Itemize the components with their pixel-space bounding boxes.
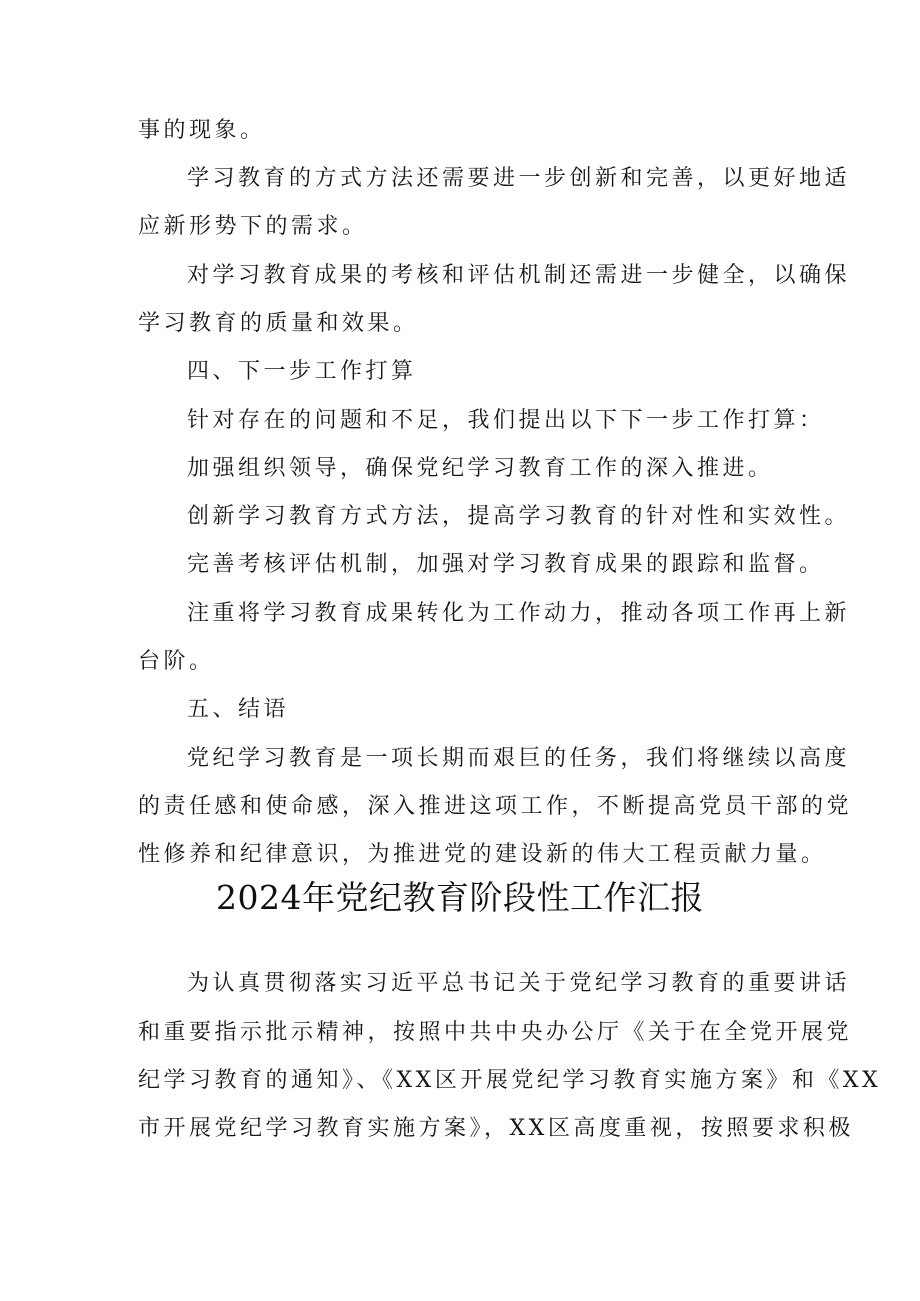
text-line: 事的现象。 (138, 118, 266, 143)
text-line: 市开展党纪学习教育实施方案》，XX区高度重视，按照要求积极 (138, 1116, 854, 1141)
section-heading: 五、结语 (187, 697, 290, 722)
text-line: 学习教育的质量和效果。 (138, 311, 419, 336)
text-line: 和重要指示批示精神，按照中共中央办公厅《关于在全党开展党 (138, 1020, 853, 1045)
text-line: 纪学习教育的通知》、《XX区开展党纪学习教育实施方案》和《XX (138, 1068, 882, 1093)
text-line: 应新形势下的需求。 (138, 214, 368, 239)
text-line: 注重将学习教育成果转化为工作动力，推动各项工作再上新 (187, 601, 851, 626)
text-line: 加强组织领导，确保党纪学习教育工作的深入推进。 (187, 456, 774, 481)
text-line: 党纪学习教育是一项长期而艰巨的任务，我们将继续以高度 (187, 746, 851, 771)
section-heading: 四、下一步工作打算 (187, 359, 417, 384)
text-line: 针对存在的问题和不足，我们提出以下下一步工作打算： (187, 408, 825, 433)
text-line: 的责任感和使命感，深入推进这项工作，不断提高党员干部的党 (138, 794, 853, 819)
text-line: 学习教育的方式方法还需要进一步创新和完善，以更好地适 (187, 166, 851, 191)
text-line: 台阶。 (138, 649, 215, 674)
text-line: 为认真贯彻落实习近平总书记关于党纪学习教育的重要讲话 (187, 971, 851, 996)
text-line: 对学习教育成果的考核和评估机制还需进一步健全，以确保 (187, 263, 851, 288)
text-line: 完善考核评估机制，加强对学习教育成果的跟踪和监督。 (187, 552, 825, 577)
text-line: 性修养和纪律意识，为推进党的建设新的伟大工程贡献力量。 (138, 842, 827, 867)
document-title: 2024年党纪教育阶段性工作汇报 (216, 878, 704, 917)
text-line: 创新学习教育方式方法，提高学习教育的针对性和实效性。 (187, 504, 851, 529)
